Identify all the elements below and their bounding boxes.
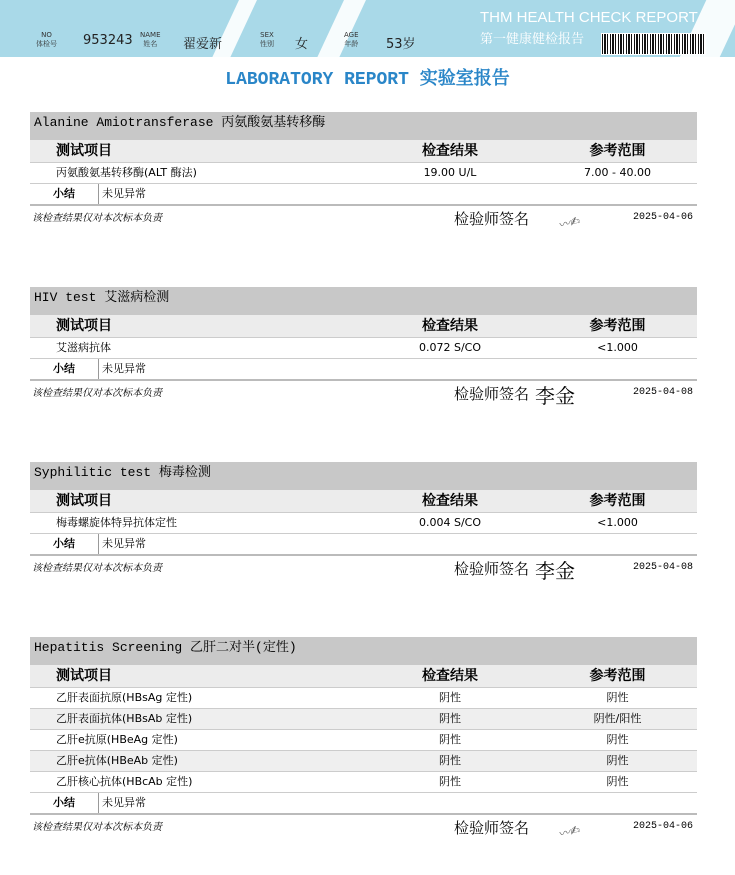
disclaimer: 该检查结果仅对本次标本负责	[32, 213, 162, 224]
item-range: <1.000	[597, 341, 638, 354]
col-item: 测试项目	[56, 493, 112, 509]
result-row	[30, 513, 697, 534]
brand-cn: 第一健康健检报告	[480, 32, 585, 47]
brand-en: THM HEALTH CHECK REPORT	[480, 9, 698, 26]
section-footer	[30, 381, 697, 407]
item-name: 乙肝核心抗体(HBcAb 定性)	[56, 775, 193, 788]
col-range: 参考范围	[589, 668, 646, 684]
name-label-cn: 姓名	[143, 40, 158, 48]
item-range: 阴性	[606, 733, 629, 746]
summary-value: 未见异常	[102, 362, 146, 375]
item-range: <1.000	[597, 516, 638, 529]
col-range: 参考范围	[589, 318, 646, 334]
item-result: 阴性	[439, 754, 461, 767]
col-range: 参考范围	[589, 493, 646, 509]
age-label	[344, 31, 359, 49]
summary-value: 未见异常	[102, 187, 146, 200]
sign-label: 检验师签名	[454, 385, 530, 403]
item-result: 19.00 U/L	[423, 166, 477, 179]
summary-row	[30, 359, 697, 381]
sign-label: 检验师签名	[454, 560, 530, 578]
disclaimer: 该检查结果仅对本次标本负责	[32, 388, 162, 399]
patient-sex: 女	[295, 37, 309, 52]
summary-value: 未见异常	[102, 796, 146, 809]
no-label-en: NO	[41, 31, 52, 39]
summary-label: 小结	[30, 359, 99, 379]
no-label	[36, 31, 57, 49]
lab-section	[30, 462, 697, 582]
summary-label: 小结	[30, 793, 99, 813]
result-row	[30, 688, 697, 709]
result-row	[30, 730, 697, 751]
disclaimer: 该检查结果仅对本次标本负责	[32, 822, 162, 833]
item-name: 乙肝e抗体(HBeAb 定性)	[56, 754, 178, 767]
section-title: Hepatitis Screening 乙肝二对半(定性)	[30, 637, 697, 665]
item-name: 乙肝表面抗原(HBsAg 定性)	[56, 691, 193, 704]
item-result: 阴性	[439, 775, 461, 788]
item-name: 乙肝表面抗体(HBsAb 定性)	[56, 712, 193, 725]
col-item: 测试项目	[56, 318, 112, 334]
section-footer	[30, 556, 697, 582]
summary-row	[30, 184, 697, 206]
summary-label: 小结	[30, 184, 99, 204]
report-date: 2025-04-06	[632, 821, 693, 832]
age-label-cn: 年龄	[344, 40, 359, 48]
result-row	[30, 709, 697, 730]
section-footer	[30, 206, 697, 232]
item-name: 丙氨酸氨基转移酶(ALT 酶法)	[56, 166, 197, 179]
lab-section	[30, 637, 697, 841]
col-result: 检查结果	[422, 318, 478, 334]
summary-row	[30, 534, 697, 556]
result-row	[30, 751, 697, 772]
report-date: 2025-04-08	[632, 562, 693, 573]
item-name: 梅毒螺旋体特异抗体定性	[56, 516, 177, 529]
item-result: 阴性	[439, 712, 461, 725]
item-range: 阴性	[606, 775, 629, 788]
col-result: 检查结果	[422, 493, 478, 509]
item-name: 艾滋病抗体	[56, 341, 111, 354]
report-date: 2025-04-08	[632, 387, 693, 398]
col-result: 检查结果	[422, 668, 478, 684]
item-range: 阴性	[606, 754, 629, 767]
patient-age: 53岁	[386, 37, 416, 52]
col-range: 参考范围	[589, 143, 646, 159]
lab-section	[30, 287, 697, 407]
section-title: HIV test 艾滋病检测	[30, 287, 697, 315]
sex-label-cn: 性别	[260, 40, 274, 48]
result-row	[30, 338, 697, 359]
lab-section	[30, 112, 697, 232]
item-result: 0.072 S/CO	[418, 341, 481, 354]
table-header	[30, 665, 697, 688]
name-label	[140, 31, 161, 49]
item-name: 乙肝e抗原(HBeAg 定性)	[56, 733, 178, 746]
section-footer	[30, 815, 697, 841]
patient-name: 翟爱新	[183, 37, 223, 52]
summary-label: 小结	[30, 534, 99, 554]
col-item: 测试项目	[56, 143, 112, 159]
signer-name: 李金	[535, 559, 575, 583]
item-range: 阴性	[606, 691, 629, 704]
name-label-en: NAME	[140, 31, 161, 39]
disclaimer: 该检查结果仅对本次标本负责	[32, 563, 162, 574]
section-title: Syphilitic test 梅毒检测	[30, 462, 697, 490]
result-row	[30, 772, 697, 793]
no-label-cn: 体检号	[36, 40, 57, 48]
summary-value: 未见异常	[102, 537, 146, 550]
item-result: 阴性	[439, 691, 461, 704]
item-result: 阴性	[439, 733, 461, 746]
handwritten-signature: 〰✍	[556, 213, 582, 233]
report-header-banner	[0, 0, 735, 57]
summary-row	[30, 793, 697, 815]
result-row	[30, 163, 697, 184]
table-header	[30, 140, 697, 163]
col-item: 测试项目	[56, 668, 112, 684]
age-label-en: AGE	[344, 31, 359, 39]
sign-label: 检验师签名	[454, 210, 530, 228]
section-title: Alanine Amiotransferase 丙氨酸氨基转移酶	[30, 112, 697, 140]
col-result: 检查结果	[422, 143, 478, 159]
page-title: LABORATORY REPORT 实验室报告	[225, 70, 510, 90]
signer-name: 李金	[535, 384, 575, 408]
barcode	[601, 33, 706, 55]
report-date: 2025-04-06	[632, 212, 693, 223]
table-header	[30, 490, 697, 513]
item-range: 阴性/阳性	[593, 712, 642, 725]
handwritten-signature: 〰✍	[556, 822, 582, 842]
table-header	[30, 315, 697, 338]
exam-number: 953243	[83, 33, 133, 48]
item-range: 7.00 - 40.00	[584, 166, 651, 179]
sign-label: 检验师签名	[454, 819, 530, 837]
sex-label	[260, 31, 274, 49]
item-result: 0.004 S/CO	[418, 516, 481, 529]
sex-label-en: SEX	[260, 31, 274, 39]
